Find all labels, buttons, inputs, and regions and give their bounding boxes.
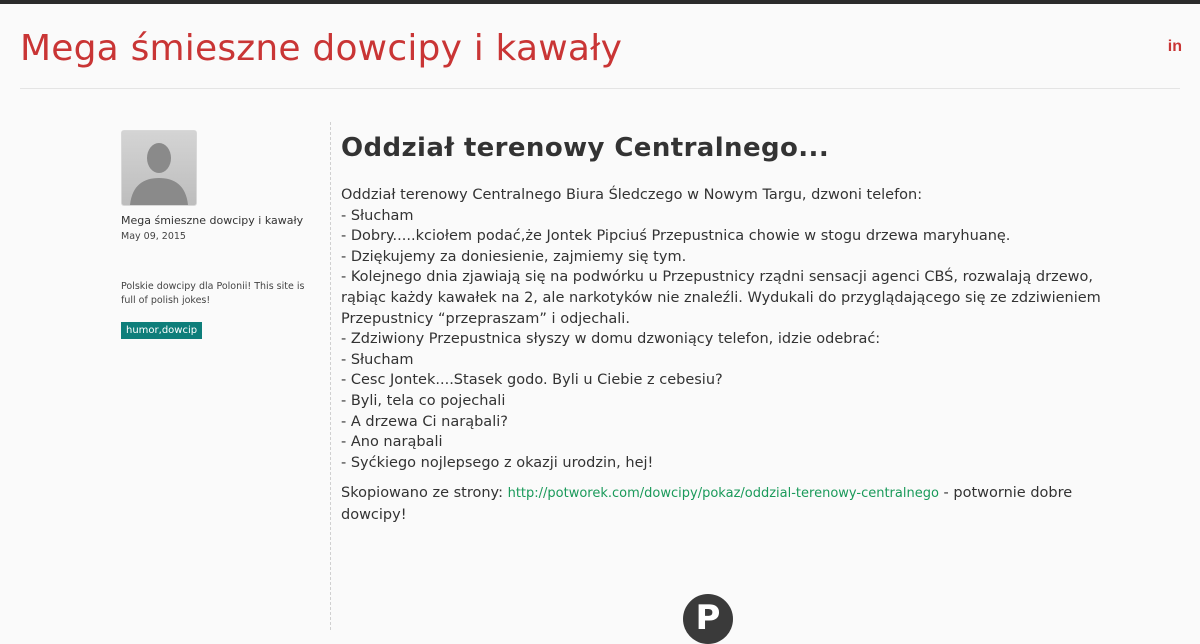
- source-note: [341, 483, 1076, 525]
- article-line: - Słucham: [341, 207, 414, 224]
- article-line: - Cesc Jontek....Stasek godo. Byli u Ciebie z cebesiu?: [341, 372, 723, 389]
- author-sidebar: [121, 130, 316, 339]
- article-line: - Kolejnego dnia zjawiają się na podwórku u Przepustnicy rządni sensacji agenci CBŚ, rozwalają drzewo,: [341, 269, 1093, 286]
- source-link[interactable]: http://potworek.com/dowcipy/pokaz/oddzial-terenowy-centralnego: [507, 486, 939, 502]
- article-line: Przepustnicy “przepraszam” i odjechali.: [341, 310, 630, 327]
- article: [341, 133, 1101, 526]
- logo-letter: P: [695, 598, 721, 638]
- author-name[interactable]: Mega śmieszne dowcipy i kawały: [121, 214, 304, 227]
- article-line: - Słucham: [341, 351, 414, 368]
- article-line: - Byli, tela co pojechali: [341, 392, 506, 409]
- article-line: - Ano narąbali: [341, 434, 443, 451]
- header-divider: [20, 88, 1180, 89]
- article-body: [341, 185, 1101, 473]
- site-title[interactable]: Mega śmieszne dowcipy i kawały: [20, 28, 623, 69]
- source-suffix: - potwornie dobre dowcipy!: [341, 485, 1073, 523]
- article-line: - Syćkiego nojlepsego z okazji urodzin, hej!: [341, 454, 654, 471]
- tag-badge[interactable]: humor,dowcip: [121, 322, 202, 339]
- article-line: Oddział terenowy Centralnego Biura Śledczego w Nowym Targu, dzwoni telefon:: [341, 187, 923, 203]
- article-line: - A drzewa Ci narąbali?: [341, 413, 508, 430]
- top-bar: [0, 0, 1200, 4]
- linkedin-icon[interactable]: in: [1167, 38, 1182, 55]
- default-avatar-icon: [122, 131, 196, 205]
- source-prefix: Skopiowano ze strony:: [341, 485, 508, 502]
- article-title: Oddział terenowy Centralnego...: [341, 133, 830, 163]
- article-line: - Zdziwiony Przepustnica słyszy w domu dzwoniący telefon, idzie odebrać:: [341, 331, 881, 348]
- site-logo-icon[interactable]: [683, 594, 733, 644]
- article-line: rąbiąc każdy kawałek na 2, ale narkotyków nie znaleźli. Wydukali do przyglądającego się ze zdziwieniem: [341, 289, 1101, 306]
- article-line: - Dobry.....kciołem podać,że Jontek Pipciuś Przepustnica chowie w stogu drzewa maryhuanę.: [341, 228, 1011, 245]
- avatar: [121, 130, 197, 206]
- post-date: May 09, 2015: [121, 231, 186, 242]
- column-divider: [330, 122, 331, 630]
- site-description: Polskie dowcipy dla Polonii! This site is full of polish jokes!: [121, 281, 305, 306]
- article-line: - Dziękujemy za doniesienie, zajmiemy się tym.: [341, 248, 687, 265]
